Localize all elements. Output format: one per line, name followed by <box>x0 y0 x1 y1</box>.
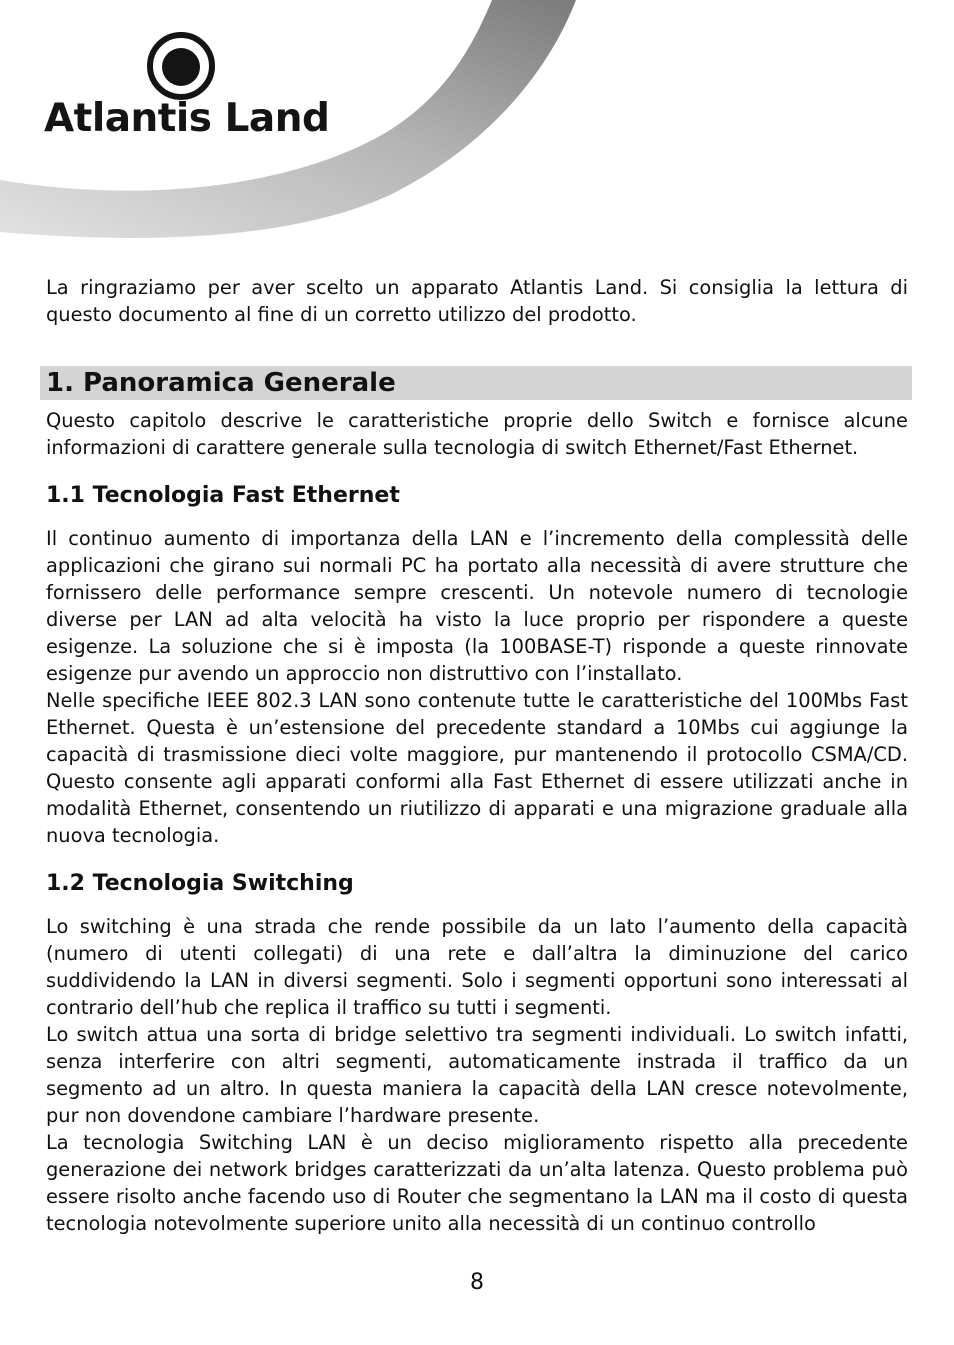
atlantis-land-logo <box>44 30 330 145</box>
section-1-paragraph: Questo capitolo descrive le caratteristiche proprie dello Switch e fornisce alcune informazioni di carattere generale sulla tecnologia di switch Ethernet/Fast Ethernet. <box>46 409 908 459</box>
fast-ethernet-paragraph-1: Il continuo aumento di importanza della LAN e l’incremento della complessità delle applicazioni che girano sui normali PC ha portato alla necessità di avere strutture che fornissero delle performance sempre crescenti. Un notevole numero di tecnologie diverse per LAN ad alta velocità ha visto la luce proprio per rispondere a queste esigenze. La soluzione che si è imposta (la 100BASE-T) risponde a queste rinnovate esigenze pur avendo un approccio non distruttivo con l’installato. <box>46 527 908 685</box>
switching-paragraph-1: Lo switching è una strada che rende possibile da un lato l’aumento della capacità (numero di utenti collegati) di una rete e dall’altra la diminuzione del carico suddividendo la LAN in diversi segmenti. Solo i segmenti opportuni sono interessati al contrario dell’hub che replica il traffico su tutti i segmenti. <box>46 915 908 1019</box>
fast-ethernet-paragraph-2: Nelle specifiche IEEE 802.3 LAN sono contenute tutte le caratteristiche del 100Mbs Fast Ethernet. Questa è un’estensione del precedente standard a 10Mbs cui aggiunge la capacità di trasmissione dieci volte maggiore, pur mantenendo il protocollo CSMA/CD. Questo consente agli apparati conformi alla Fast Ethernet di essere utilizzati anche in modalità Ethernet, consentendo un riutilizzo di apparati e una migrazione graduale alla nuova tecnologia. <box>46 689 908 847</box>
intro-paragraph: La ringraziamo per aver scelto un apparato Atlantis Land. Si consiglia la lettura di questo documento al fine di un corretto utilizzo del prodotto. <box>46 276 908 326</box>
page-number: 8 <box>470 1270 484 1295</box>
page-content <box>46 274 908 1237</box>
switching-paragraph-3: La tecnologia Switching LAN è un deciso miglioramento rispetto alla precedente generazione dei network bridges caratterizzati da un’alta latenza. Questo problema può essere risolto anche facendo uso di Router che segmentano la LAN ma il costo di questa tecnologia notevolmente superiore unito alla necessità di un continuo controllo <box>46 1131 908 1235</box>
switching-paragraph-2: Lo switch attua una sorta di bridge selettivo tra segmenti individuali. Lo switch infatti, senza interferire con altri segmenti, automaticamente instrada il traffico da un segmento ad un altro. In questa maniera la capacità della LAN cresce notevolmente, pur non dovendone cambiare l’hardware presente. <box>46 1023 908 1127</box>
logo-wordmark: Atlantis Land <box>44 96 330 141</box>
section-title-fast-ethernet: 1.1 Tecnologia Fast Ethernet <box>46 483 400 508</box>
section-title-panoramica-generale: 1. Panoramica Generale <box>40 366 912 400</box>
logo-circle-icon <box>145 30 217 102</box>
section-title-switching: 1.2 Tecnologia Switching <box>46 871 354 896</box>
